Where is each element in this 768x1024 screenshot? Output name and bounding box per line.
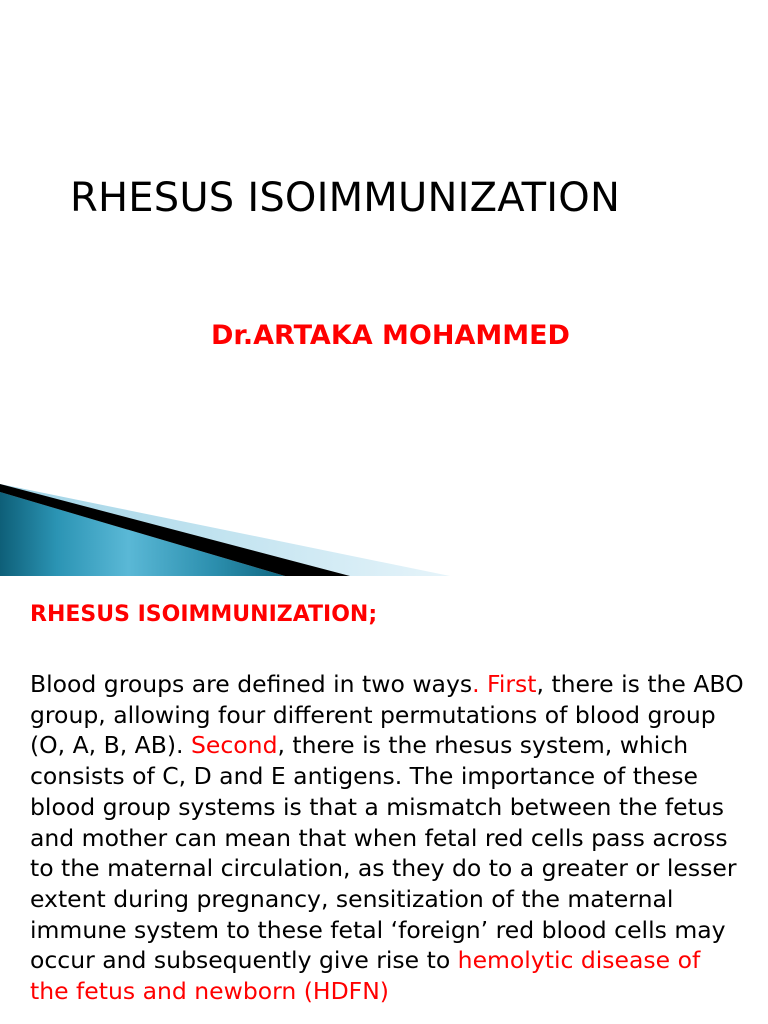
content-slide <box>0 576 768 1024</box>
highlight-hdfn: hemolytic disease of the fetus and newborn (HDFN) <box>30 946 701 1006</box>
highlight-first: . First <box>472 670 537 698</box>
highlight-second: Second <box>191 731 278 760</box>
slide-title: RHESUS ISOIMMUNIZATION <box>70 175 621 221</box>
body-paragraph <box>30 669 745 1007</box>
body-text-2: , there is the ABO group, allowing four different permutations of blood group (O, A, B, AB). <box>30 670 744 760</box>
body-text-1: Blood groups are defined in two ways <box>30 670 473 698</box>
section-heading: RHESUS ISOIMMUNIZATION; <box>30 602 378 627</box>
author-name: Dr.ARTAKA MOHAMMED <box>211 320 570 351</box>
body-text-3: , there is the rhesus system, which consists of C, D and E antigens. The importance of these blood group systems is that a mismatch between the fetus and mother can mean that when fetal red cells pass across to the maternal circulation, as they do to a greater or lesser extent during pregnancy, sensitization of the maternal immune system to these fetal ‘foreign’ red blood cells may occur and subsequently give rise to <box>30 731 737 975</box>
decorative-swoosh <box>0 470 768 576</box>
